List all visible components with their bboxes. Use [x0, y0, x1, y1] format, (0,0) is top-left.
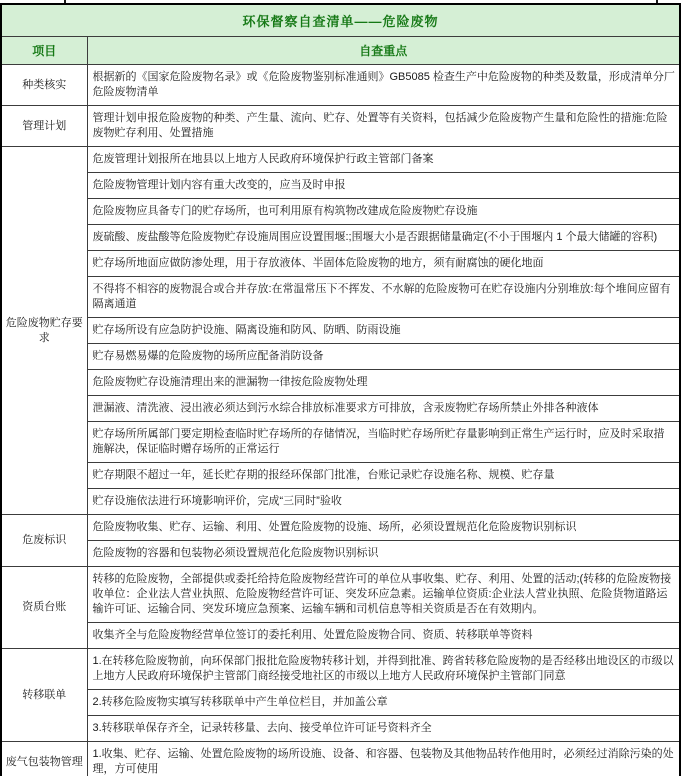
focus-cell: 1.在转移危险废物前，向环保部门报批危险废物转移计划，并得到批准、跨省转移危险废物的是否经移出地设区的市级以上地方人民政府环境保护主管部门商经接受地社区的市级以上地方人民政府环境保护主管部门同意 [87, 649, 680, 690]
focus-cell: 2.转移危险废物实填写转移联单中产生单位栏目，并加盖公章 [87, 690, 680, 716]
table-row [1, 489, 680, 515]
table-body [1, 65, 680, 776]
focus-cell: 危险废物管理计划内容有重大改变的，应当及时申报 [87, 173, 680, 199]
table-row [1, 277, 680, 318]
project-label-cell: 管理计划 [1, 106, 87, 147]
remnant-cell-border [64, 0, 66, 3]
project-label-cell: 废气包装物管理 [1, 742, 87, 776]
table-title-row [1, 4, 680, 37]
table-row [1, 318, 680, 344]
focus-cell: 管理计划申报危险废物的种类、产生量、流向、贮存、处置等有关资料，包括减少危险废物产生量和危险性的措施:危险废物贮存利用、处置措施 [87, 106, 680, 147]
focus-cell: 贮存期限不超过一年，延长贮存期的报经环保部门批准，台账记录贮存设施名称、规模、贮存量 [87, 463, 680, 489]
focus-cell: 贮存场所所属部门要定期检查临时贮存场所的存储情况，当临时贮存场所贮存量影响到正常生产运行时，应及时采取措施解决，保证临时赠存场所的正常运行 [87, 422, 680, 463]
project-label-cell: 转移联单 [1, 649, 87, 742]
focus-cell: 贮存易燃易爆的危险废物的场所应配备消防设备 [87, 344, 680, 370]
table-row [1, 173, 680, 199]
focus-cell: 危废管理计划报所在地县以上地方人民政府环境保护行政主管部门备案 [87, 147, 680, 173]
table-title: 环保督察自查清单——危险废物 [1, 4, 680, 37]
table-row [1, 463, 680, 489]
table-row [1, 742, 680, 776]
table-row [1, 370, 680, 396]
column-header-row [1, 37, 680, 65]
table-row [1, 199, 680, 225]
focus-cell: 3.转移联单保存齐全，记录转移量、去向、接受单位许可证号资料齐全 [87, 716, 680, 742]
table-row [1, 422, 680, 463]
focus-cell: 废硫酸、废盐酸等危险废物贮存设施周围应设置围堰:;围堰大小是否跟据储量确定(不小于围堰内 1 个最大储罐的容积) [87, 225, 680, 251]
focus-cell: 危险废物收集、贮存、运输、利用、处置危险废物的设施、场所，必须设置规范化危险废物识别标识 [87, 515, 680, 541]
table-row [1, 225, 680, 251]
table-row [1, 649, 680, 690]
focus-cell: 根据新的《国家危险废物名录》或《危险废物鉴别标准通则》GB5085 检查生产中危险废物的种类及数量，形成清单分厂危险废物清单 [87, 65, 680, 106]
column-header-project: 项目 [1, 37, 87, 65]
table-row [1, 716, 680, 742]
table-row [1, 251, 680, 277]
focus-cell: 贮存设施依法进行环境影响评价，完成“三同时”验收 [87, 489, 680, 515]
self-check-table [0, 3, 681, 776]
project-label-cell: 危险废物贮存要求 [1, 147, 87, 515]
focus-cell: 危险废物贮存设施清理出来的泄漏物一律按危险废物处理 [87, 370, 680, 396]
column-header-focus: 自查重点 [87, 37, 680, 65]
focus-cell: 危险废物的容器和包装物必须设置规范化危险废物识别标识 [87, 541, 680, 567]
focus-cell: 贮存场所设有应急防护设施、隔离设施和防风、防晒、防雨设施 [87, 318, 680, 344]
focus-cell: 不得将不相容的废物混合或合并存放:在常温常压下不挥发、不水解的危险废物可在贮存设施内分别堆放:每个堆间应留有隔离通道 [87, 277, 680, 318]
table-row [1, 541, 680, 567]
focus-cell: 泄漏液、清洗液、浸出液必须达到污水综合排放标准要求方可排放，含汞废物贮存场所禁止外排各种液体 [87, 396, 680, 422]
focus-cell: 贮存场所地面应做防渗处理，用于存放液体、半固体危险废物的地方，须有耐腐蚀的硬化地面 [87, 251, 680, 277]
focus-cell: 收集齐全与危险废物经营单位签订的委托利用、处置危险废物合同、资质、转移联单等资料 [87, 623, 680, 649]
project-label-cell: 种类核实 [1, 65, 87, 106]
table-row [1, 567, 680, 623]
project-label-cell: 资质台账 [1, 567, 87, 649]
table-row [1, 515, 680, 541]
table-row [1, 396, 680, 422]
table-row [1, 147, 680, 173]
remnant-cell-border [656, 0, 658, 3]
table-row [1, 623, 680, 649]
table-row [1, 690, 680, 716]
table-row [1, 65, 680, 106]
cropped-row-remnant [0, 0, 683, 3]
project-label-cell: 危废标识 [1, 515, 87, 567]
table-row [1, 106, 680, 147]
focus-cell: 1.收集、贮存、运输、处置危险废物的场所设施、设备、和容器、包装物及其他物品转作他用时，必须经过消除污染的处理，方可使用 [87, 742, 680, 776]
focus-cell: 危险废物应具备专门的贮存场所，也可利用原有构筑物改建成危险废物贮存设施 [87, 199, 680, 225]
focus-cell: 转移的危险废物，全部提供或委托给持危险废物经营许可的单位从事收集、贮存、利用、处置的活动;(转移的危险废物接收单位：企业法人营业执照、危险废物经营许可证、突发环应急素。运输单位资质:企业法人营业执照、危险货物道路运输许可证、运输合同、突发环境应急预案、运输车辆和司机信息等相关资质是否在有效期内。 [87, 567, 680, 623]
table-row [1, 344, 680, 370]
